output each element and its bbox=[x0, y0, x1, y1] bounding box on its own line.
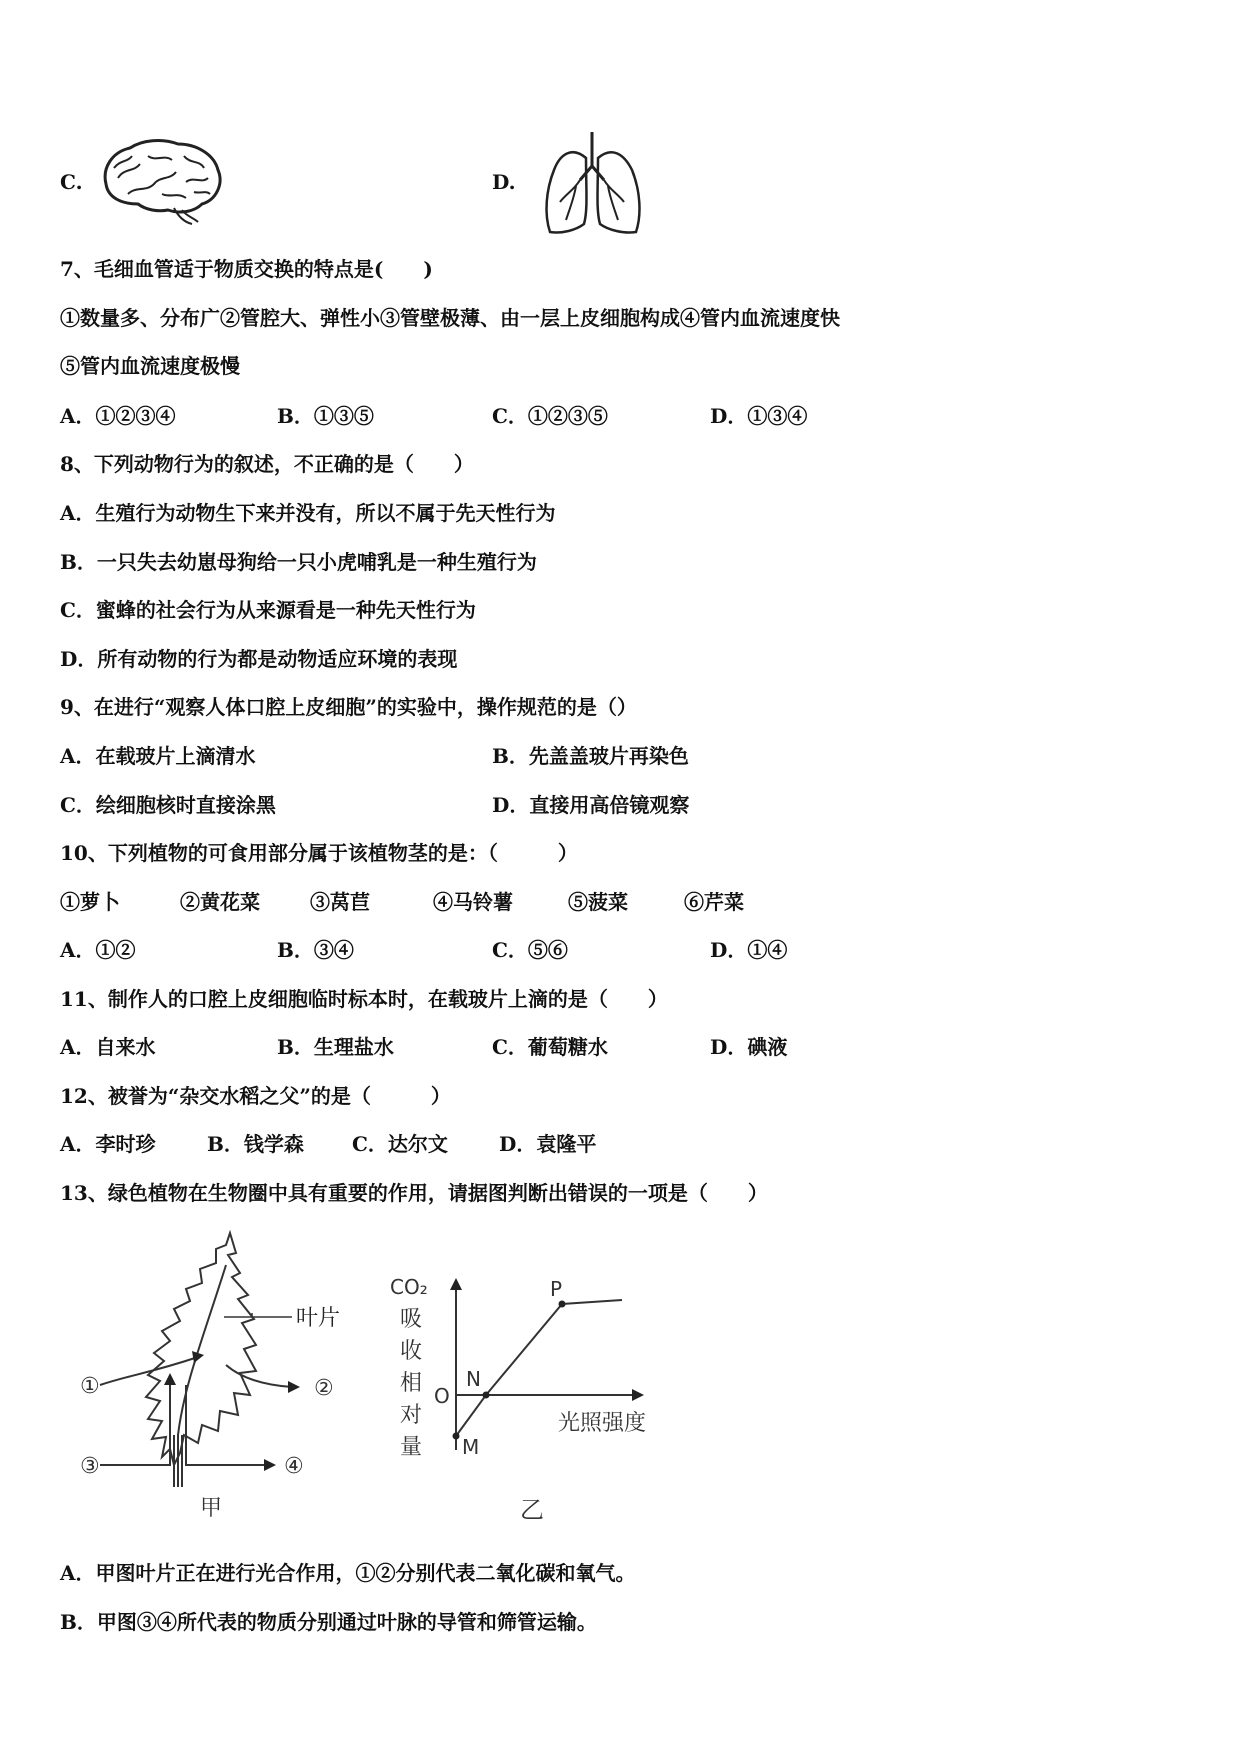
q10-option-c: C．⑤⑥ bbox=[492, 938, 568, 962]
point-p-dot bbox=[559, 1301, 566, 1308]
q9-option-c: C．绘细胞核时直接涂黑 bbox=[60, 793, 276, 817]
q7-option-b: B．①③⑤ bbox=[277, 404, 374, 428]
y-label-char-2: 收 bbox=[400, 1339, 423, 1364]
x-label: 光照强度 bbox=[558, 1411, 647, 1436]
marker-1: ① bbox=[80, 1374, 100, 1399]
point-n-dot bbox=[483, 1392, 490, 1399]
q11-option-b: B．生理盐水 bbox=[277, 1035, 394, 1059]
q12-option-c: C．达尔文 bbox=[352, 1132, 448, 1156]
q7-option-c: C．①②③⑤ bbox=[492, 404, 608, 428]
q9-option-a: A．在载玻片上滴清水 bbox=[60, 744, 256, 768]
q7-items-line2: ⑤管内血流速度极慢 bbox=[60, 354, 240, 378]
q10-item-5: ⑤菠菜 bbox=[568, 890, 628, 914]
brain-image bbox=[98, 138, 226, 226]
q8-option-c: C．蜜蜂的社会行为从来源看是一种先天性行为 bbox=[60, 598, 476, 622]
marker-2: ② bbox=[314, 1376, 334, 1401]
q11-option-c: C．葡萄糖水 bbox=[492, 1035, 608, 1059]
q13-option-a: A．甲图叶片正在进行光合作用，①②分别代表二氧化碳和氧气。 bbox=[60, 1561, 636, 1585]
figure-yi-caption: 乙 bbox=[520, 1496, 544, 1524]
q10-item-1: ①萝卜 bbox=[60, 890, 120, 914]
y-label-co2: CO₂ bbox=[390, 1275, 428, 1299]
point-m-dot bbox=[453, 1433, 460, 1440]
q13-stem: 13、绿色植物在生物圈中具有重要的作用，请据图判断出错误的一项是（ ） bbox=[60, 1181, 768, 1205]
q10-option-b: B．③④ bbox=[277, 938, 354, 962]
y-label-char-3: 相 bbox=[400, 1371, 423, 1396]
figure-jia-leaf-diagram bbox=[70, 1225, 360, 1525]
q6-option-c-label: C. bbox=[60, 170, 83, 194]
q10-stem: 10、下列植物的可食用部分属于该植物茎的是：（ ） bbox=[60, 841, 578, 865]
figure-jia-caption: 甲 bbox=[200, 1496, 223, 1521]
q11-option-d: D．碘液 bbox=[710, 1035, 788, 1059]
q10-option-a: A．①② bbox=[60, 938, 136, 962]
q9-stem: 9、在进行“观察人体口腔上皮细胞”的实验中，操作规范的是（） bbox=[60, 695, 637, 719]
q9-option-d: D．直接用高倍镜观察 bbox=[492, 793, 690, 817]
q6-option-d-label: D. bbox=[492, 170, 516, 194]
y-label-char-1: 吸 bbox=[400, 1307, 423, 1332]
q10-item-3: ③莴苣 bbox=[310, 890, 370, 914]
q12-option-d: D．袁隆平 bbox=[499, 1132, 597, 1156]
q10-item-2: ②黄花菜 bbox=[180, 890, 260, 914]
leaf-label: 叶片 bbox=[296, 1306, 341, 1331]
q12-option-a: A．李时珍 bbox=[60, 1132, 156, 1156]
q7-option-a: A．①②③④ bbox=[60, 404, 176, 428]
point-m-label: M bbox=[462, 1435, 480, 1459]
y-label-char-5: 量 bbox=[400, 1435, 423, 1460]
q10-option-d: D．①④ bbox=[710, 938, 788, 962]
q11-stem: 11、制作人的口腔上皮细胞临时标本时，在载玻片上滴的是（ ） bbox=[60, 987, 668, 1011]
q12-option-b: B．钱学森 bbox=[207, 1132, 304, 1156]
q7-option-d: D．①③④ bbox=[710, 404, 808, 428]
q7-stem: 7、毛细血管适于物质交换的特点是( ) bbox=[60, 257, 433, 281]
q8-option-a: A．生殖行为动物生下来并没有，所以不属于先天性行为 bbox=[60, 501, 556, 525]
marker-3: ③ bbox=[80, 1454, 100, 1479]
q8-option-b: B．一只失去幼崽母狗给一只小虎哺乳是一种生殖行为 bbox=[60, 550, 537, 574]
q11-option-a: A．自来水 bbox=[60, 1035, 156, 1059]
q10-item-6: ⑥芹菜 bbox=[684, 890, 744, 914]
q7-items-line1: ①数量多、分布广②管腔大、弹性小③管壁极薄、由一层上皮细胞构成④管内血流速度快 bbox=[60, 306, 840, 330]
q12-stem: 12、被誉为“杂交水稻之父”的是（ ） bbox=[60, 1084, 451, 1108]
figure-yi-graph bbox=[386, 1270, 686, 1530]
y-label-char-4: 对 bbox=[400, 1403, 423, 1428]
q13-option-b: B．甲图③④所代表的物质分别通过叶脉的导管和筛管运输。 bbox=[60, 1610, 597, 1634]
point-p-label: P bbox=[550, 1277, 563, 1301]
q8-stem: 8、下列动物行为的叙述，不正确的是（ ） bbox=[60, 452, 474, 476]
marker-4: ④ bbox=[284, 1454, 304, 1479]
origin-label: O bbox=[434, 1384, 450, 1408]
point-n-label: N bbox=[466, 1367, 481, 1391]
q9-option-b: B．先盖盖玻片再染色 bbox=[492, 744, 689, 768]
q8-option-d: D．所有动物的行为都是动物适应环境的表现 bbox=[60, 647, 458, 671]
q10-item-4: ④马铃薯 bbox=[433, 890, 513, 914]
lungs-image bbox=[536, 128, 648, 238]
